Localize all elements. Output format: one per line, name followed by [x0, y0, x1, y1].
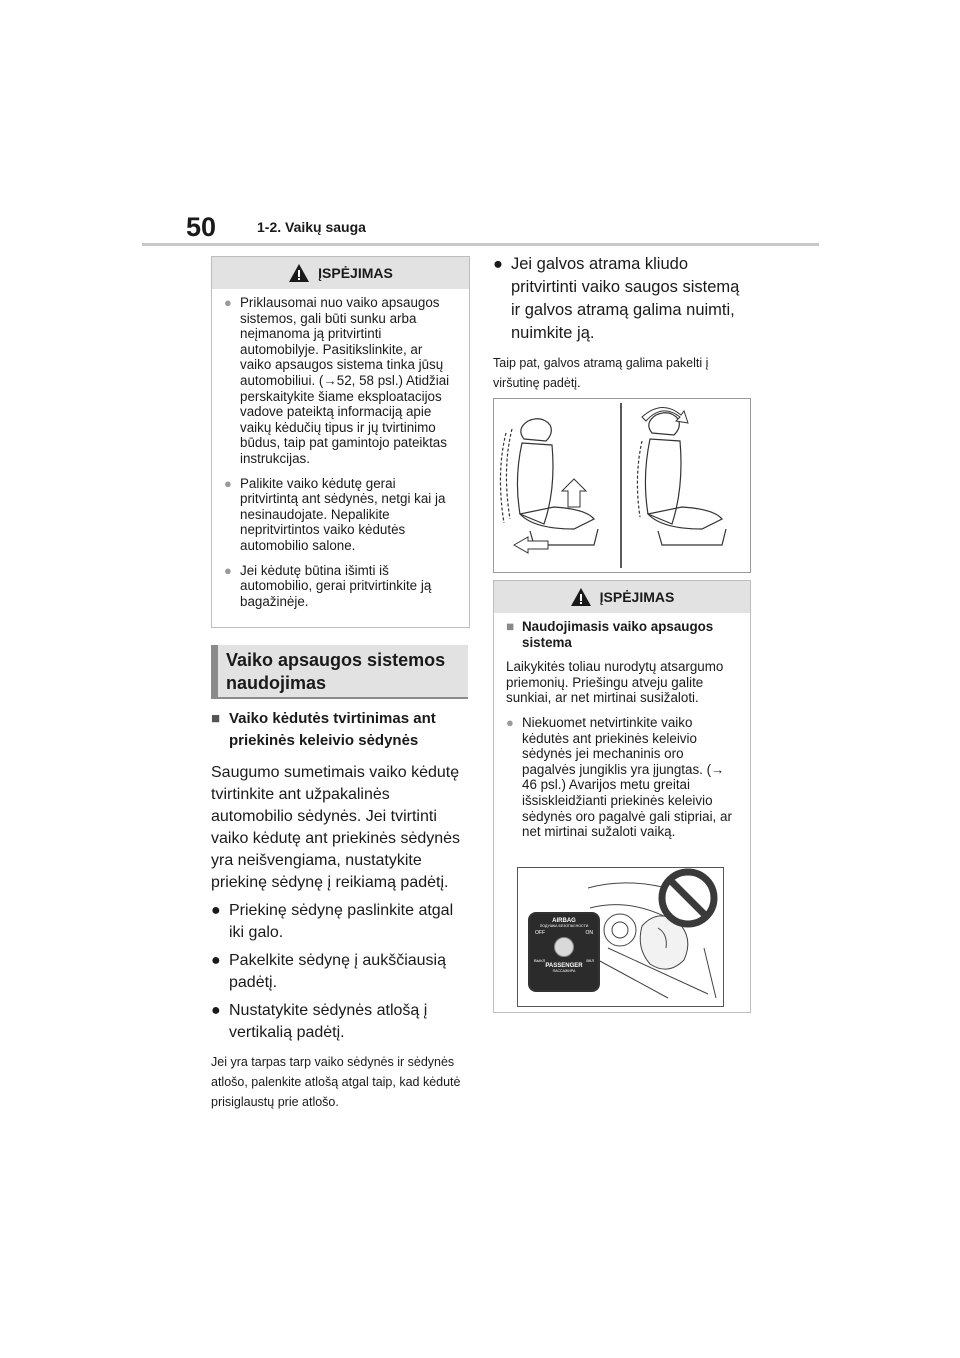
- right-column: [493, 253, 751, 393]
- warning-triangle-icon: [288, 263, 310, 283]
- warning-header: [212, 257, 469, 289]
- list-item: [211, 950, 469, 994]
- on-label: ON: [585, 930, 593, 936]
- warning-item-text: Palikite vaiko kėdutę gerai pritvirtintą ant sėdynės, netgi kai ja nesinaudojate. Nepalikite nepritvirtintos vaiko kėdutės automobilio salone.: [240, 475, 446, 553]
- sub-heading: [211, 708, 469, 752]
- list-item: [211, 900, 469, 944]
- airbag-label-ru: ПОДУШКА БЕЗОПАСНОСТИ: [539, 924, 589, 928]
- list-item-text: Pakelkite sėdynę į aukščiausią padėtį.: [229, 952, 447, 991]
- airbag-label: AIRBAG: [552, 918, 576, 924]
- warning-title: ĮSPĖJIMAS: [599, 589, 675, 605]
- passenger-label: PASSENGER: [545, 963, 583, 969]
- sub-heading-text: Vaiko kėdutės tvirtinimas ant priekinės keleivio sėdynės: [229, 710, 436, 749]
- warning-box-1: [211, 256, 470, 628]
- passenger-label-ru: ПАССАЖИРА: [552, 969, 576, 973]
- list-item-text: Priekinę sėdynę paslinkite atgal iki galo.: [229, 902, 454, 941]
- square-bullet-icon: ■: [211, 710, 221, 727]
- on-label-ru: ВКЛ: [586, 958, 594, 963]
- warning-item-text: Priklausomai nuo vaiko apsaugos sistemos, gali būti sunku arba neįmanoma ją pritvirtinti automobilyje. Pasitikslinkite, ar vaiko apsaugos sistema tinka jūsų automobiliui. (→52, 58 psl.) Atidžiai perskaitykite šiame eksploatacijos vadove pateiktą informaciją apie vaikų kėdučių tipus ir jų tvirtinimo būdus, taip pat gamintojo pateiktas instrukcijas.: [240, 295, 450, 466]
- airbag-illustration: [517, 867, 724, 1007]
- warning-paragraph: Laikykitės toliau nurodytų atsargumo priemonių. Priešingu atveju galite sunkiai, ar net mirtinai susižaloti.: [506, 659, 724, 706]
- bullet-icon: ●: [211, 902, 221, 919]
- warning-body: [494, 613, 750, 857]
- bullet-icon: ●: [211, 1002, 221, 1019]
- header-divider: [142, 243, 819, 246]
- section-heading: Vaiko apsaugos sistemos naudojimas: [211, 645, 468, 699]
- section-title: 1-2. Vaikų sauga: [257, 219, 366, 235]
- square-bullet-icon: ■: [506, 619, 515, 634]
- warning-sub-heading: [506, 619, 738, 650]
- note-text: Jei yra tarpas tarp vaiko sėdynės ir sėdynės atlošo, palenkite atlošą atgal taip, kad kėdutė prisiglaustų prie atlošo.: [211, 1055, 461, 1109]
- body-paragraph: Saugumo sumetimais vaiko kėdutę tvirtinkite ant užpakalinės automobilio sėdynės. Jei tvirtinti vaiko kėdutę ant priekinės sėdynės yra neišvengiama, nustatykite priekinę sėdynę į reikiamą padėtį.: [211, 764, 461, 891]
- off-label-ru: ВЫКЛ: [534, 958, 546, 963]
- list-item: [211, 1000, 469, 1044]
- bullet-icon: ●: [506, 714, 514, 730]
- airbag-switch-panel: [528, 912, 600, 992]
- seat-illustration: [493, 398, 751, 573]
- left-column: [211, 708, 469, 1112]
- list-item-text: Nustatykite sėdynės atlošą į vertikalią padėtį.: [229, 1002, 428, 1041]
- note-text: Taip pat, galvos atramą galima pakelti į viršutinę padėtį.: [493, 356, 709, 390]
- warning-item-text: Niekuomet netvirtinkite vaiko kėdutės ant priekinės keleivio sėdynės jei mechaninis oro pagalvės jungiklis yra įjungtas. (→ 46 psl.) Avarijos metu greitai išsiskleidžianti priekinės keleivio sėdynės oro pagalvė gali stipriai, ar net mirtinai sužaloti vaiką.: [522, 714, 732, 840]
- bullet-icon: ●: [211, 952, 221, 969]
- warning-item: [506, 715, 738, 840]
- warning-body: [212, 289, 469, 626]
- switch-labels: [530, 928, 598, 936]
- bullet-icon: ●: [224, 562, 232, 578]
- warning-title: ĮSPĖJIMAS: [318, 265, 393, 281]
- warning-triangle-icon: [570, 587, 592, 607]
- off-label: OFF: [535, 930, 545, 936]
- seat-drawing: [494, 399, 750, 572]
- bullet-icon: ●: [493, 255, 503, 273]
- warning-item: [224, 476, 457, 554]
- warning-item: [224, 295, 457, 467]
- warning-sub-heading-text: Naudojimasis vaiko apsaugos sistema: [522, 619, 714, 650]
- bullet-icon: ●: [224, 295, 232, 310]
- list-item: [493, 253, 751, 345]
- warning-item-text: Jei kėdutę būtina išimti iš automobilio, gerai pritvirtinkite ją bagažinėje.: [240, 562, 432, 609]
- list-item-text: Jei galvos atrama kliudo pritvirtinti vaiko saugos sistemą ir galvos atramą galima nuimti, nuimkite ją.: [511, 255, 740, 342]
- bullet-icon: ●: [224, 475, 232, 491]
- key-switch-icon: [554, 937, 574, 957]
- warning-item: [224, 563, 457, 610]
- page-number: 50: [186, 212, 217, 242]
- warning-header: [494, 581, 750, 613]
